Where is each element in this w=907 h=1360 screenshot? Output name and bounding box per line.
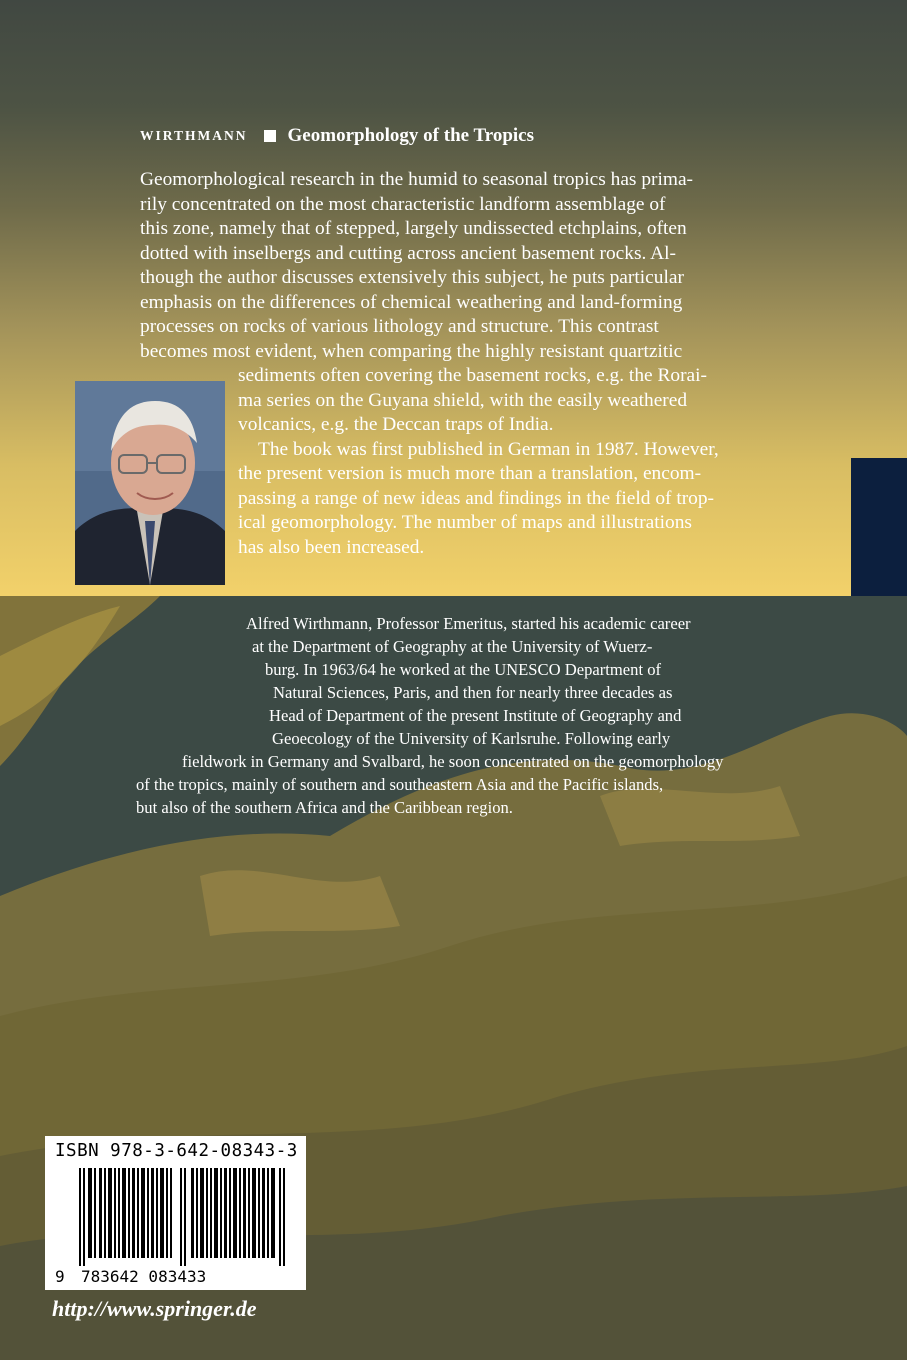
description-line: rily concentrated on the most characteristic landform assemblage of [140, 193, 666, 215]
book-description [140, 168, 770, 560]
side-color-tab [851, 458, 907, 596]
description-line: has also been increased. [238, 536, 425, 558]
bio-line: Alfred Wirthmann, Professor Emeritus, started his academic career [246, 614, 691, 633]
author-photo [75, 381, 225, 585]
description-line: the present version is much more than a translation, encom- [238, 463, 702, 484]
barcode-digits: 783642 083433 [81, 1267, 207, 1286]
publisher-url[interactable]: http://www.springer.de [52, 1296, 257, 1321]
bio-line: but also of the southern Africa and the Caribbean region. [136, 798, 513, 817]
bio-line: burg. In 1963/64 he worked at the UNESCO Department of [265, 660, 662, 679]
description-line: becomes most evident, when comparing the highly resistant quartzitic [140, 340, 683, 362]
bio-line: Natural Sciences, Paris, and then for nearly three decades as [273, 683, 673, 702]
bio-line: at the Department of Geography at the University of Wuerz- [252, 637, 653, 656]
description-line: processes on rocks of various lithology and structure. This contrast [140, 316, 659, 337]
description-line: sediments often covering the basement rocks, e.g. the Rorai- [238, 365, 708, 386]
description-line: ical geomorphology. The number of maps and illustrations [238, 512, 692, 533]
isbn-number: ISBN 978-3-642-08343-3 [55, 1141, 298, 1161]
author-name: WIRTHMANN [140, 128, 248, 143]
bio-line: fieldwork in Germany and Svalbard, he soon concentrated on the geomorphology [182, 752, 724, 771]
cover-header [140, 124, 534, 148]
description-line: ma series on the Guyana shield, with the easily weathered [238, 389, 688, 411]
isbn-barcode [45, 1136, 306, 1290]
description-line: emphasis on the differences of chemical weathering and land-forming [140, 291, 683, 313]
bio-line: Geoecology of the University of Karlsruhe. Following early [272, 729, 671, 748]
barcode-bars [79, 1168, 291, 1266]
book-title: Geomorphology of the Tropics [287, 125, 535, 146]
author-biography [120, 612, 790, 819]
description-line: volcanics, e.g. the Deccan traps of India. [238, 414, 554, 435]
description-line: Geomorphological research in the humid to seasonal tropics has prima- [140, 169, 694, 190]
barcode-lead-digit: 9 [55, 1267, 65, 1286]
author-portrait-image [75, 381, 225, 585]
square-bullet-icon [264, 130, 276, 142]
description-line: The book was first published in German in 1987. However, [258, 438, 719, 460]
description-line: passing a range of new ideas and findings in the field of trop- [238, 487, 715, 509]
bio-line: Head of Department of the present Institute of Geography and [269, 706, 682, 725]
description-line: though the author discusses extensively this subject, he puts particular [140, 267, 684, 288]
description-line: this zone, namely that of stepped, largely undissected etchplains, often [140, 218, 687, 239]
bio-line: of the tropics, mainly of southern and southeastern Asia and the Pacific islands, [136, 775, 664, 794]
description-line: dotted with inselbergs and cutting across ancient basement rocks. Al- [140, 242, 676, 264]
